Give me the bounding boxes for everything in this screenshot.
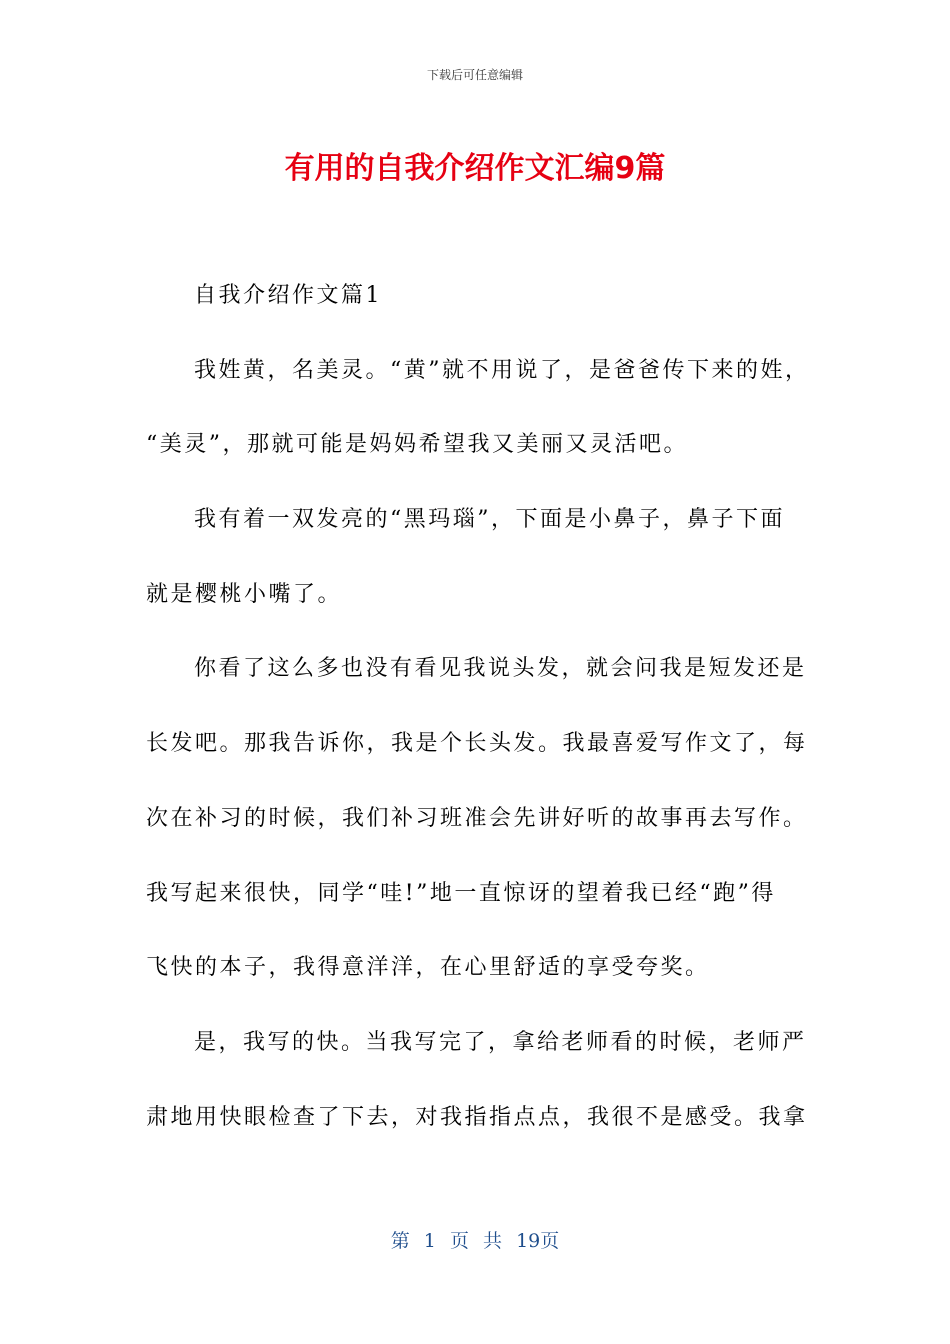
page-footer: [0, 1226, 950, 1253]
text-line: 是，我写的快。当我写完了，拿给老师看的时候，老师严: [194, 1029, 807, 1055]
text-line: 长发吧。那我告诉你，我是个长头发。我最喜爱写作文了，每: [146, 731, 808, 757]
footer-prefix: 第: [390, 1230, 410, 1252]
text-line: 肃地用快眼检查了下去，对我指指点点，我很不是感受。我拿: [146, 1104, 808, 1130]
text-line: 我有着一双发亮的“黑玛瑙”，下面是小鼻子，鼻子下面: [194, 507, 785, 533]
text-line: 次在补习的时候，我们补习班准会先讲好听的故事再去写作。: [146, 805, 808, 831]
footer-total-pages: 19页: [516, 1230, 560, 1252]
footer-total-label: 共: [483, 1230, 503, 1252]
text-line: 你看了这么多也没有看见我说头发，就会问我是短发还是: [194, 656, 807, 682]
text-line: 我姓黄，名美灵。“黄”就不用说了，是爸爸传下来的姓，: [194, 357, 810, 383]
text-line: “美灵”，那就可能是妈妈希望我又美丽又灵活吧。: [146, 432, 688, 458]
section-heading: 自我介绍作文篇1: [194, 283, 382, 308]
footer-page-label: 页: [449, 1230, 469, 1252]
document-title: 有用的自我介绍作文汇编9篇: [284, 151, 666, 186]
text-line: 我写起来很快，同学“哇!”地一直惊讶的望着我已经“跑”得: [146, 880, 776, 906]
footer-current-page: 1: [423, 1230, 436, 1252]
text-line: 就是樱桃小嘴了。: [146, 581, 343, 607]
text-line: 飞快的本子，我得意洋洋，在心里舒适的享受夸奖。: [146, 955, 710, 981]
header-note: 下载后可任意编辑: [426, 68, 523, 82]
document-body: [146, 277, 810, 1173]
